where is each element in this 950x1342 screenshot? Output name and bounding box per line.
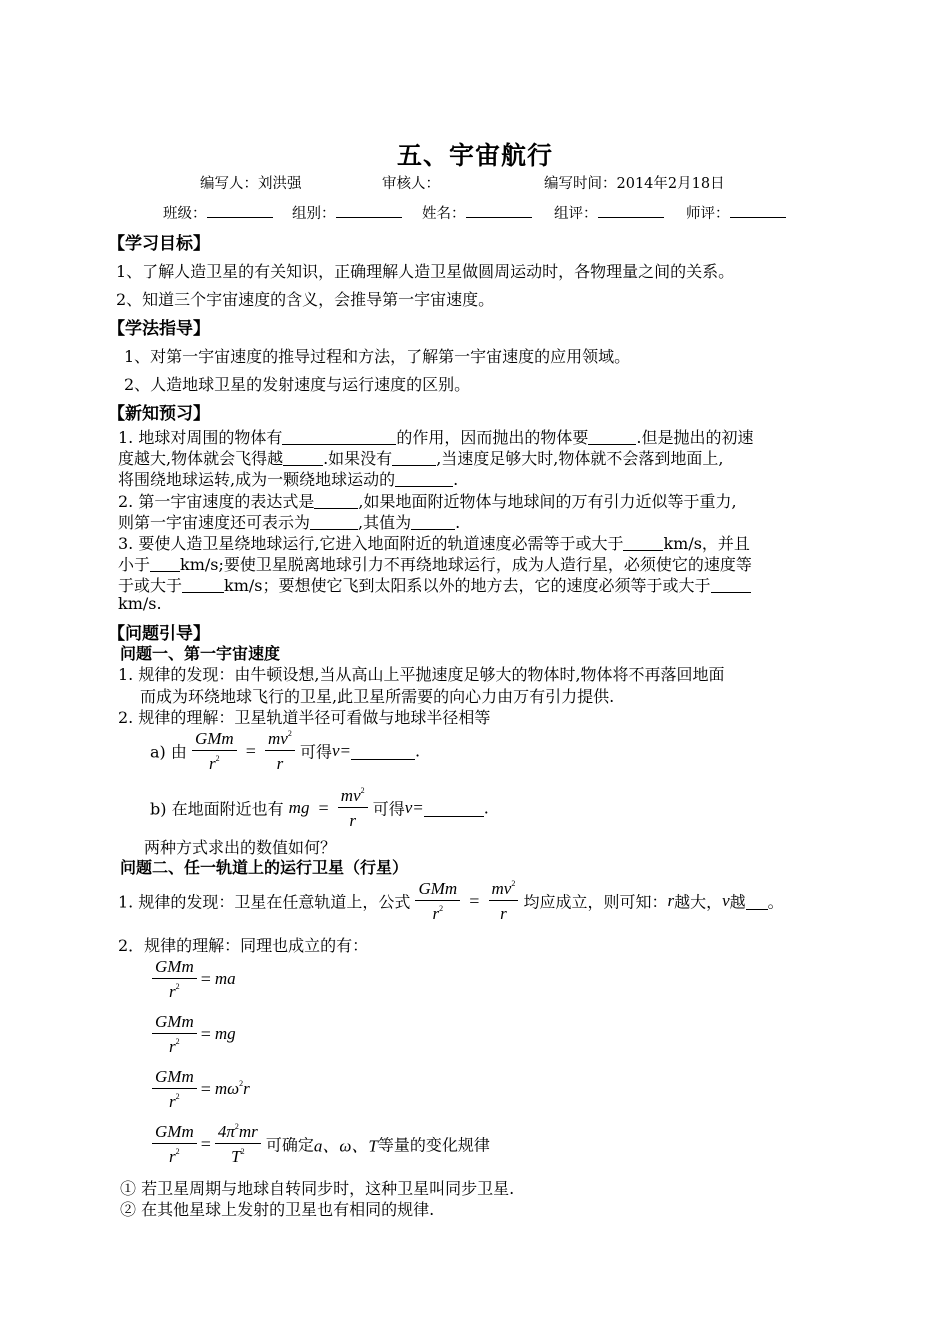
blank [395, 470, 453, 487]
name-blank [466, 203, 532, 218]
blank [182, 576, 224, 593]
method-item: 1、对第一宇宙速度的推导过程和方法，了解第一宇宙速度的应用领域。 [124, 347, 631, 366]
note-1: ① 若卫星周期与地球自转同步时，这种卫星叫同步卫星. [120, 1179, 515, 1198]
name-field [422, 202, 532, 223]
eq-mw2r: $\frac{\text{GMm}}{r^2}$ = $m\omega^2r$ [152, 1068, 250, 1110]
preview-line: 小于 km/s;要使卫星脱离地球引力不再绕地球运行，成为人造行星，必须使它的速度等 [118, 555, 752, 574]
eq-ma: $\frac{\text{GMm}}{r^2}$ = ma [152, 958, 236, 1000]
class-blank [207, 203, 273, 218]
goals-heading: 【学习目标】 [108, 234, 210, 254]
eq-mg: $\frac{\text{GMm}}{r^2}$ = mg [152, 1013, 236, 1055]
page-title: 五、宇宙航行 [396, 141, 553, 170]
blank [351, 743, 415, 760]
group-review-field [554, 202, 664, 223]
q2-line: 1. 规律的发现：卫星在任意轨道上，公式 $\frac{\text{GMm}}{r^2}$ = $\frac{mv^2}{r}$ 均应成立，则可知：r越大，v越 。 [118, 879, 784, 923]
blank [746, 893, 768, 910]
blank [282, 428, 396, 445]
q1-line: 而成为环绕地球飞行的卫星,此卫星所需要的向心力由万有引力提供. [140, 687, 615, 706]
blank [711, 576, 751, 593]
preview-line: 1. 地球对周围的物体有 的作用，因而抛出的物体要 .但是抛出的初速 [118, 428, 754, 447]
class-field [163, 202, 273, 223]
preview-heading: 【新知预习】 [108, 404, 210, 424]
formula-b: b) 在地面附近也有 mg = $\frac{mv^2}{r}$ 可得v= . [150, 786, 489, 830]
goal-item: 2、知道三个宇宙速度的含义，会推导第一宇宙速度。 [116, 290, 495, 309]
q1-line: 2. 规律的理解：卫星轨道半径可看做与地球半径相等 [118, 708, 491, 727]
preview-line: 2. 第一宇宙速度的表达式是 ,如果地面附近物体与地球间的万有引力近似等于重力, [118, 492, 737, 511]
method-heading: 【学法指导】 [108, 319, 210, 339]
author: 编写人：刘洪强 [200, 176, 302, 192]
class-label: 班级： [163, 206, 207, 222]
q2-line: 2．规律的理解：同理也成立的有： [118, 936, 369, 955]
method-item: 2、人造地球卫星的发射速度与运行速度的区别。 [124, 375, 471, 394]
goal-item: 1、了解人造卫星的有关知识，正确理解人造卫星做圆周运动时，各物理量之间的关系。 [116, 262, 735, 281]
teacher-review-blank [730, 203, 786, 218]
group-blank [336, 203, 402, 218]
preview-line: 3. 要使人造卫星绕地球运行,它进入地面附近的轨道速度必需等于或大于 km/s，并且 [118, 534, 750, 553]
group-field [292, 202, 402, 223]
group-review-blank [598, 203, 664, 218]
blank [310, 513, 358, 530]
blank [314, 492, 358, 509]
blank [411, 513, 455, 530]
note-2: ② 在其他星球上发射的卫星也有相同的规律. [120, 1200, 435, 1219]
teacher-review-label: 师评： [686, 206, 730, 222]
preview-line: 度越大,物体就会飞得越 .如果没有 ,当速度足够大时,物体就不会落到地面上, [118, 449, 724, 468]
blank [283, 449, 323, 466]
group-label: 组别： [292, 206, 336, 222]
q1-heading: 问题一、第一宇宙速度 [120, 644, 281, 663]
blank [588, 428, 636, 445]
blank [392, 449, 436, 466]
blank [623, 534, 663, 551]
preview-line: 于或大于 km/s；要想使它飞到太阳系以外的地方去，它的速度必须等于或大于 [118, 573, 751, 596]
date: 编写时间：2014年2月18日 [544, 176, 725, 192]
q2-heading: 问题二、任一轨道上的运行卫星（行星） [120, 858, 409, 877]
blank [424, 800, 484, 817]
teacher-review-field [686, 202, 786, 223]
q1-question: 两种方式求出的数值如何？ [144, 838, 337, 857]
group-review-label: 组评： [554, 206, 598, 222]
eq-period: $\frac{\text{GMm}}{r^2}$ = $\frac{4\pi^2mr}{T^2}$ 可确定a、ω、T等量的变化规律 [152, 1123, 490, 1165]
formula-a: a) 由 $\frac{\text{GMm}}{r^2}$ = $\frac{mv^2}{r}$ 可得v= . [150, 729, 421, 773]
reviewer: 审核人： [382, 176, 440, 192]
q1-line: 1. 规律的发现：由牛顿设想,当从高山上平抛速度足够大的物体时,物体将不再落回地面 [118, 665, 725, 684]
guide-heading: 【问题引导】 [108, 624, 210, 644]
preview-line: km/s. [118, 594, 162, 613]
preview-line: 则第一宇宙速度还可表示为 ,其值为 . [118, 513, 461, 532]
name-label: 姓名： [422, 206, 466, 222]
preview-line: 将围绕地球运转,成为一颗绕地球运动的 . [118, 470, 459, 489]
blank [150, 555, 180, 572]
